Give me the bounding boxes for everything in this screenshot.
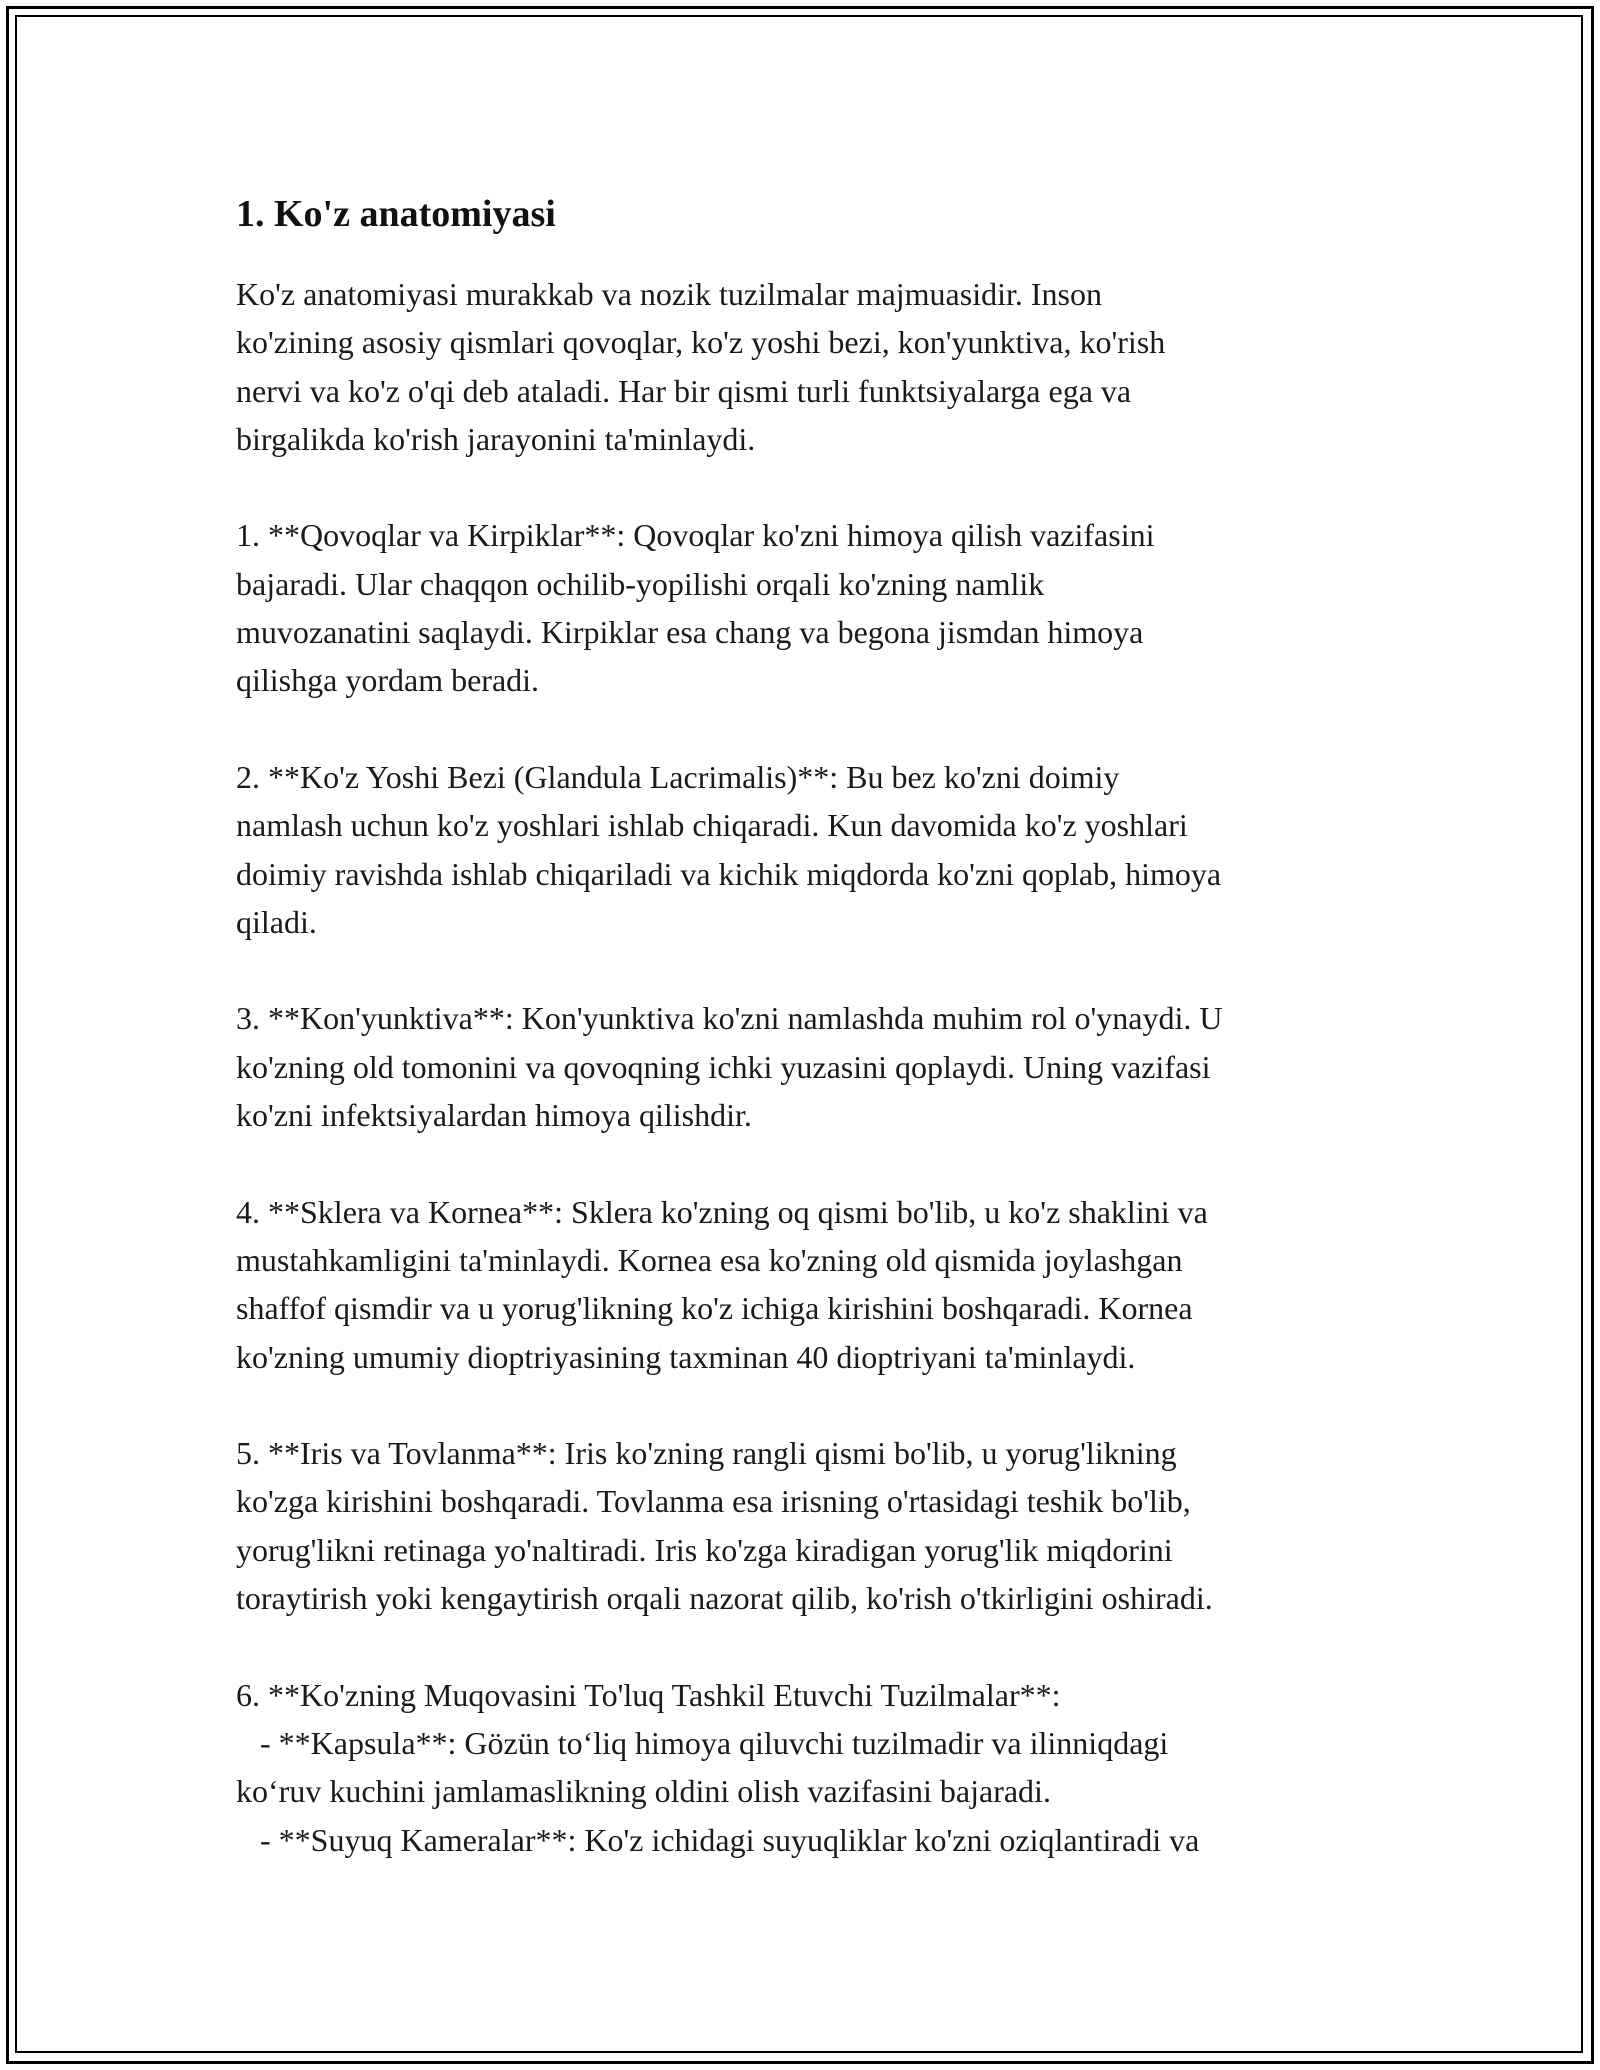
section-iris-pupil: 5. **Iris va Tovlanma**: Iris ko'zning rangli qismi bo'lib, u yorug'likning ko'zga kirishini boshqaradi. Tovlanma esa irisning o'rtasidagi teshik bo'lib, yorug'likni retinaga yo'naltiradi. Iris ko'zga kiradigan yorug'lik miqdorini toraytirish yoki kengaytirish orqali nazorat qilib, ko'rish o'tkirligini oshiradi. [236,1435,1213,1617]
intro-paragraph: Ko'z anatomiyasi murakkab va nozik tuzilmalar majmuasidir. Inson ko'zining asosiy qismlari qovoqlar, ko'z yoshi bezi, kon'yunktiva, ko'rish nervi va ko'z o'qi deb ataladi. Har bir qismi turli funktsiyalarga ega va birgalikda ko'rish jarayonini ta'minlaydi. [236,276,1166,457]
document-title: 1. Ko'z anatomiyasi [236,193,556,235]
section-eye-structures: 6. **Ko'zning Muqovasini To'luq Tashkil Etuvchi Tuzilmalar**: - **Kapsula**: Gözün to‘liq himoya qiluvchi tuzilmadir va ilinniqdagi ko‘ruv kuchini jamlamaslikning oldini olish vazifasini bajaradi. - **Suyuq Kameralar**: Ko'z ichidagi suyuqliklar ko'zni oziqlantiradi va [236,1676,1200,1858]
section-sclera-cornea: 4. **Sklera va Kornea**: Sklera ko'zning oq qismi bo'lib, u ko'z shaklini va mustahkamligini ta'minlaydi. Kornea esa ko'zning old qismida joylashgan shaffof qismdir va u yorug'likning ko'z ichiga kirishini boshqaradi. Kornea ko'zning umumiy dioptriyasining taxminan 40 dioptriyani ta'minlaydi. [236,1193,1208,1375]
document-body [236,186,1386,1864]
section-conjunctiva: 3. **Kon'yunktiva**: Kon'yunktiva ko'zni namlashda muhim rol o'ynaydi. U ko'zning old tomonini va qovoqning ichki yuzasini qoplaydi. Uning vazifasi ko'zni infektsiyalardan himoya qilishdir. [236,1000,1223,1134]
section-eyelids: 1. **Qovoqlar va Kirpiklar**: Qovoqlar ko'zni himoya qilish vazifasini bajaradi. Ular chaqqon ochilib-yopilishi orqali ko'zning namlik muvozanatini saqlaydi. Kirpiklar esa chang va begona jismdan himoya qilishga yordam beradi. [236,517,1155,699]
section-lacrimal-gland: 2. **Ko'z Yoshi Bezi (Glandula Lacrimalis)**: Bu bez ko'zni doimiy namlash uchun ko'z yoshlari ishlab chiqaradi. Kun davomida ko'z yoshlari doimiy ravishda ishlab chiqariladi va kichik miqdorda ko'zni qoplab, himoya qiladi. [236,758,1222,940]
